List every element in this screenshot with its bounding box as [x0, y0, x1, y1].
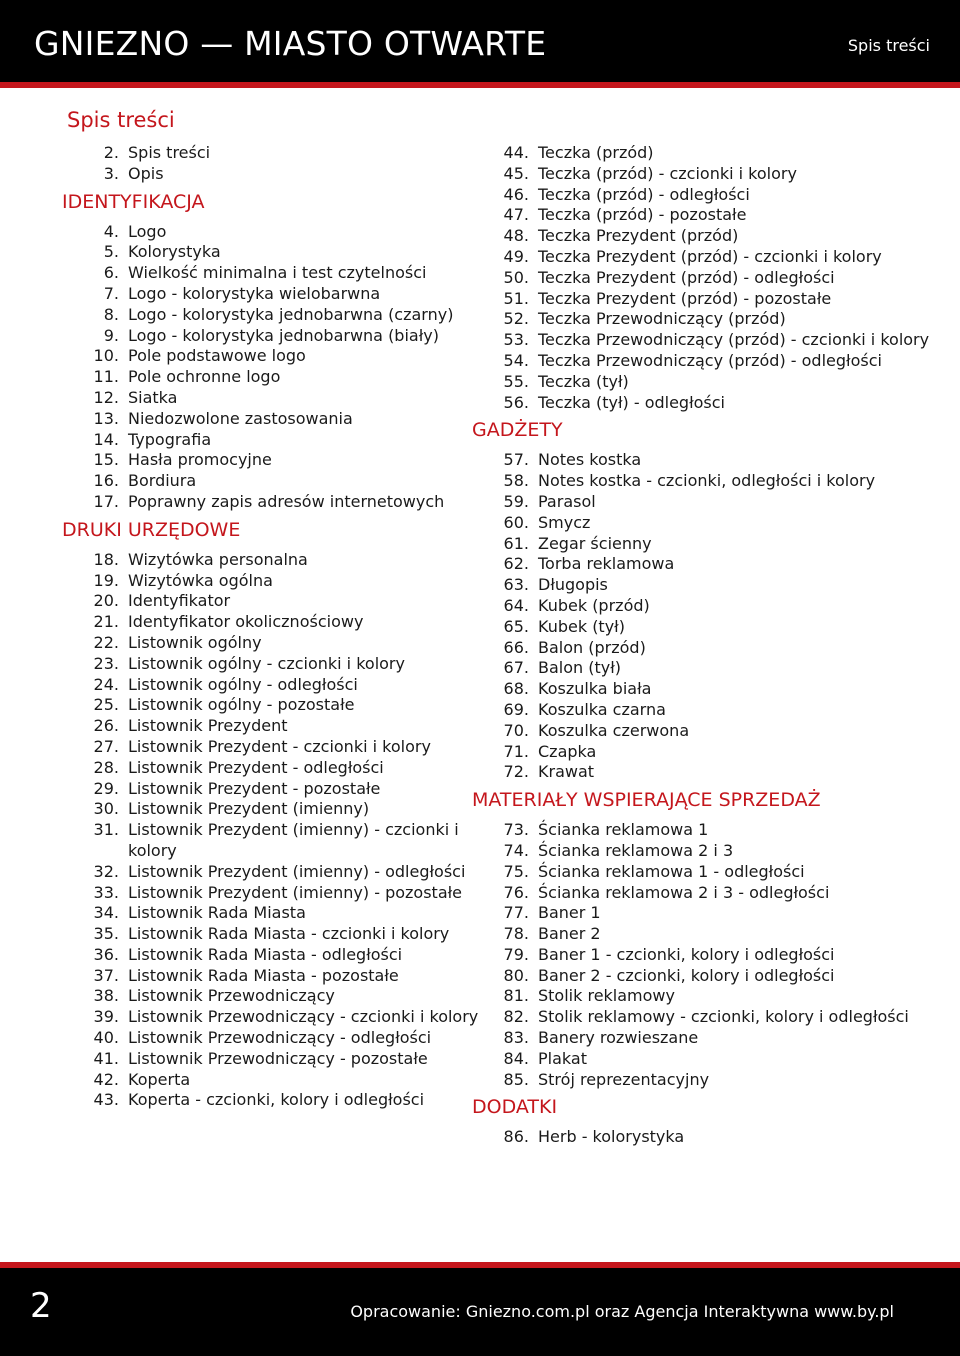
toc-entry [62, 820, 482, 862]
toc-entry-label: Długopis [538, 575, 608, 595]
toc-entry [62, 305, 482, 326]
toc-entry-number: 24. [93, 674, 119, 694]
toc-entry-label: Listownik Rada Miasta - czcionki i kolory [128, 924, 450, 944]
toc-entry-number: 6. [103, 263, 119, 283]
toc-entry [472, 742, 942, 763]
toc-entry-label: Hasła promocyjne [128, 450, 272, 470]
toc-entry-label: Niedozwolone zastosowania [128, 408, 353, 428]
toc-entry-number: 47. [503, 205, 529, 225]
toc-entry [472, 513, 942, 534]
toc-entry-label: Listownik ogólny - pozostałe [128, 695, 355, 715]
toc-entry-label: Kubek (tył) [538, 616, 625, 636]
toc-entry [472, 638, 942, 659]
toc-entry [62, 450, 482, 471]
toc-entry-label: Listownik Prezydent (imienny) - pozostałe [128, 882, 463, 902]
toc-entry-number: 80. [503, 965, 529, 985]
toc-entry-number: 52. [503, 309, 529, 329]
toc-entry-number: 73. [503, 820, 529, 840]
footer-bar [0, 1262, 960, 1356]
toc-entry [62, 654, 482, 675]
toc-entry [472, 966, 942, 987]
toc-entry-label: Koperta - czcionki, kolory i odległości [128, 1090, 425, 1110]
toc-entry-label: Teczka Przewodniczący (przód) [538, 309, 786, 329]
toc-entry-number: 34. [93, 903, 119, 923]
toc-entry [472, 986, 942, 1007]
section-heading: DODATKI [472, 1096, 558, 1119]
toc-entry [472, 554, 942, 575]
toc-entry-number: 84. [503, 1048, 529, 1068]
toc-entry [472, 1007, 942, 1028]
toc-entry [62, 1090, 482, 1111]
toc-entry [62, 779, 482, 800]
toc-entry-number: 18. [93, 549, 119, 569]
toc-entry-label: Parasol [538, 491, 596, 511]
toc-entry-number: 12. [93, 387, 119, 407]
toc-entry-label: Logo - kolorystyka jednobarwna (czarny) [128, 304, 454, 324]
toc-entry [472, 450, 942, 471]
toc-entry [62, 1007, 482, 1028]
toc-entry-number: 60. [503, 512, 529, 532]
toc-entry-label: Baner 2 - czcionki, kolory i odległości [538, 965, 835, 985]
toc-entry-label: Teczka (tył) - odległości [538, 392, 725, 412]
toc-entry-number: 17. [93, 491, 119, 511]
toc-entry-label: Listownik Prezydent - pozostałe [128, 778, 381, 798]
toc-entry-number: 44. [503, 143, 529, 162]
toc-entry-number: 56. [503, 392, 529, 412]
toc-entry-number: 31. [93, 820, 119, 840]
toc-entry [62, 571, 482, 592]
toc-entry-label: Listownik Rada Miasta - pozostałe [128, 965, 399, 985]
toc-entry-number: 76. [503, 882, 529, 902]
toc-entry-label: Teczka Prezydent (przód) - pozostałe [538, 288, 832, 308]
toc-entry-number: 10. [93, 346, 119, 366]
toc-entry [472, 1028, 942, 1049]
toc-entry [472, 247, 942, 268]
toc-entry-number: 72. [503, 762, 529, 782]
toc-entry-number: 85. [503, 1069, 529, 1089]
section-heading: MATERIAŁY WSPIERAJĄCE SPRZEDAŻ [472, 789, 821, 812]
toc-entry-number: 7. [103, 283, 119, 303]
toc-entry-number: 83. [503, 1028, 529, 1048]
toc-left-column [62, 143, 482, 1111]
toc-entry-number: 65. [503, 616, 529, 636]
toc-entry-label: Pole podstawowe logo [128, 346, 306, 366]
toc-entry-label: Wielkość minimalna i test czytelności [128, 263, 427, 283]
toc-entry-label: Listownik Przewodniczący [128, 986, 335, 1006]
toc-entry-label: Torba reklamowa [538, 554, 675, 574]
toc-entry [62, 966, 482, 987]
toc-entry-number: 71. [503, 741, 529, 761]
toc-entry [472, 330, 942, 351]
toc-entry-number: 79. [503, 944, 529, 964]
toc-entry-label: Siatka [128, 387, 178, 407]
toc-entry-label: Teczka Przewodniczący (przód) - czcionki i kolory [538, 330, 930, 350]
toc-entry-number: 58. [503, 471, 529, 491]
toc-entry [62, 799, 482, 820]
toc-entry [472, 289, 942, 310]
toc-entry [472, 924, 942, 945]
toc-entry-label: Teczka (tył) [538, 371, 629, 391]
toc-entry-label: Listownik Prezydent (imienny) - odległości [128, 861, 466, 881]
toc-entry-label: Banery rozwieszane [538, 1028, 699, 1048]
toc-entry-label: Zegar ścienny [538, 533, 652, 553]
toc-entry-label: Koszulka czarna [538, 699, 666, 719]
toc-entry [62, 986, 482, 1007]
toc-entry [62, 388, 482, 409]
toc-entry [472, 534, 942, 555]
toc-entry-number: 43. [93, 1090, 119, 1110]
footer-credit: Opracowanie: Gniezno.com.pl oraz Agencja Interaktywna www.by.pl [350, 1302, 894, 1321]
toc-entry-number: 66. [503, 637, 529, 657]
toc-entry-label: Listownik Przewodniczący - pozostałe [128, 1048, 428, 1068]
toc-entry-label: Listownik Prezydent [128, 716, 288, 736]
toc-entry-label: Balon (przód) [538, 637, 646, 657]
toc-entry-label: Plakat [538, 1048, 587, 1068]
toc-entry-number: 69. [503, 699, 529, 719]
toc-entry-number: 68. [503, 679, 529, 699]
toc-entry-number: 29. [93, 778, 119, 798]
toc-entry-number: 32. [93, 861, 119, 881]
toc-entry-number: 13. [93, 408, 119, 428]
toc-entry-label: Koszulka biała [538, 679, 652, 699]
toc-entry [62, 346, 482, 367]
toc-entry-number: 62. [503, 554, 529, 574]
toc-entry-number: 53. [503, 330, 529, 350]
toc-entry [472, 1070, 942, 1091]
toc-entry-label: Smycz [538, 512, 591, 532]
toc-entry-label: Wizytówka ogólna [128, 570, 273, 590]
toc-entry [472, 883, 942, 904]
toc-entry [62, 1070, 482, 1091]
toc-entry-number: 74. [503, 840, 529, 860]
toc-entry-label: Poprawny zapis adresów internetowych [128, 491, 445, 511]
toc-entry-number: 37. [93, 965, 119, 985]
toc-entry [472, 820, 942, 841]
toc-entry-label: Listownik ogólny [128, 632, 262, 652]
toc-entry [62, 164, 482, 185]
toc-entry-label: Baner 2 [538, 924, 601, 944]
toc-entry-number: 26. [93, 716, 119, 736]
toc-entry [62, 675, 482, 696]
toc-entry [472, 1049, 942, 1070]
toc-entry-number: 19. [93, 570, 119, 590]
toc-entry-number: 81. [503, 986, 529, 1006]
toc-entry-label: Teczka Przewodniczący (przód) - odległości [538, 350, 882, 370]
toc-entry [472, 575, 942, 596]
toc-entry [62, 924, 482, 945]
toc-entry-label: Typografia [128, 429, 212, 449]
toc-entry-label: Ścianka reklamowa 1 - odległości [538, 861, 805, 881]
toc-entry [62, 737, 482, 758]
toc-entry-label: Stolik reklamowy [538, 986, 675, 1006]
toc-entry-label: Teczka Prezydent (przód) [538, 226, 739, 246]
toc-entry-label: Teczka Prezydent (przód) - czcionki i kolory [538, 246, 882, 266]
toc-entry-label: Teczka (przód) - odległości [538, 184, 750, 204]
toc-entry-number: 15. [93, 450, 119, 470]
toc-entry [472, 617, 942, 638]
toc-entry [62, 862, 482, 883]
toc-entry-label: Baner 1 [538, 903, 601, 923]
toc-entry [62, 242, 482, 263]
toc-entry-label: Czapka [538, 741, 597, 761]
toc-entry [62, 550, 482, 571]
toc-entry-number: 54. [503, 350, 529, 370]
toc-entry-label: Opis [128, 163, 164, 183]
toc-entry-label: Identyfikator [128, 591, 231, 611]
section-heading: GADŻETY [472, 419, 563, 442]
toc-entry [62, 430, 482, 451]
toc-entry-number: 8. [103, 304, 119, 324]
toc-entry [472, 862, 942, 883]
toc-entry-label: Teczka (przód) - pozostałe [538, 205, 747, 225]
document-title: GNIEZNO — MIASTO OTWARTE [34, 24, 547, 63]
toc-entry-label: Ścianka reklamowa 2 i 3 - odległości [538, 882, 830, 902]
toc-entry-label: Listownik Przewodniczący - czcionki i kolory [128, 1007, 479, 1027]
toc-entry [472, 226, 942, 247]
toc-entry [62, 326, 482, 347]
toc-entry [62, 471, 482, 492]
toc-entry-number: 14. [93, 429, 119, 449]
toc-entry-number: 50. [503, 267, 529, 287]
toc-entry [62, 1028, 482, 1049]
toc-entry-number: 75. [503, 861, 529, 881]
toc-entry-number: 64. [503, 595, 529, 615]
toc-entry-number: 46. [503, 184, 529, 204]
toc-entry [472, 492, 942, 513]
toc-entry-number: 51. [503, 288, 529, 308]
header-bar [0, 0, 960, 88]
toc-entry [472, 351, 942, 372]
toc-entry-number: 42. [93, 1069, 119, 1089]
page-number: 2 [30, 1286, 52, 1326]
toc-entry [62, 945, 482, 966]
toc-entry [472, 679, 942, 700]
toc-entry-label: Listownik ogólny - czcionki i kolory [128, 653, 405, 673]
section-heading: DRUKI URZĘDOWE [62, 518, 241, 541]
toc-entry [62, 903, 482, 924]
toc-heading: Spis treści [67, 108, 175, 132]
toc-entry [62, 284, 482, 305]
toc-entry-label: Bordiura [128, 471, 197, 491]
toc-entry-label: Stolik reklamowy - czcionki, kolory i odległości [538, 1007, 909, 1027]
toc-entry-label: Spis treści [128, 143, 211, 162]
toc-entry [472, 841, 942, 862]
toc-entry-number: 35. [93, 924, 119, 944]
toc-entry [62, 492, 482, 513]
header-section-label: Spis treści [847, 36, 930, 55]
toc-entry [472, 471, 942, 492]
toc-entry-number: 36. [93, 944, 119, 964]
toc-entry-number: 70. [503, 720, 529, 740]
toc-entry-number: 41. [93, 1048, 119, 1068]
toc-entry-number: 2. [103, 143, 119, 162]
toc-entry [472, 945, 942, 966]
toc-entry [62, 409, 482, 430]
toc-entry [62, 367, 482, 388]
toc-entry [472, 143, 942, 164]
toc-entry-label: Pole ochronne logo [128, 367, 281, 387]
toc-entry [472, 393, 942, 414]
section-heading: IDENTYFIKACJA [62, 190, 205, 213]
toc-entry [472, 268, 942, 289]
toc-entry [62, 758, 482, 779]
toc-entry-label: Herb - kolorystyka [538, 1127, 685, 1147]
toc-entry-label: Baner 1 - czcionki, kolory i odległości [538, 944, 835, 964]
toc-entry-label: Logo [128, 221, 167, 241]
toc-entry-label: Logo - kolorystyka wielobarwna [128, 283, 381, 303]
toc-entry [472, 658, 942, 679]
toc-entry-label: Teczka (przód) [538, 143, 654, 162]
toc-entry-number: 22. [93, 632, 119, 652]
toc-entry-label: Listownik Przewodniczący - odległości [128, 1028, 432, 1048]
toc-entry-number: 39. [93, 1007, 119, 1027]
toc-entry [472, 762, 942, 783]
toc-entry [472, 164, 942, 185]
toc-entry [472, 1127, 942, 1148]
toc-entry-number: 78. [503, 924, 529, 944]
toc-entry-label: Koperta [128, 1069, 191, 1089]
toc-entry [472, 372, 942, 393]
toc-entry-label: Listownik ogólny - odległości [128, 674, 358, 694]
toc-entry-number: 49. [503, 246, 529, 266]
toc-entry [472, 185, 942, 206]
toc-entry-number: 23. [93, 653, 119, 673]
toc-entry-number: 48. [503, 226, 529, 246]
toc-entry [62, 612, 482, 633]
toc-entry [62, 695, 482, 716]
toc-entry-label: Teczka (przód) - czcionki i kolory [538, 163, 797, 183]
toc-entry-number: 21. [93, 612, 119, 632]
toc-entry-number: 9. [103, 325, 119, 345]
toc-entry-number: 11. [93, 367, 119, 387]
toc-entry-label: Teczka Prezydent (przód) - odległości [538, 267, 835, 287]
toc-entry [62, 1049, 482, 1070]
toc-entry-label: Listownik Prezydent - odległości [128, 757, 384, 777]
toc-entry [472, 903, 942, 924]
toc-entry-label: Identyfikator okolicznościowy [128, 612, 364, 632]
toc-entry-label: Wizytówka personalna [128, 549, 308, 569]
toc-entry-label: Listownik Rada Miasta [128, 903, 306, 923]
toc-entry-number: 61. [503, 533, 529, 553]
toc-entry-number: 38. [93, 986, 119, 1006]
toc-right-column [472, 143, 942, 1148]
toc-entry-number: 45. [503, 163, 529, 183]
toc-entry-label: Listownik Prezydent (imienny) [128, 799, 370, 819]
toc-entry-label: Koszulka czerwona [538, 720, 690, 740]
toc-entry-number: 59. [503, 491, 529, 511]
toc-entry-label: Krawat [538, 762, 595, 782]
toc-entry [472, 205, 942, 226]
toc-entry-number: 28. [93, 757, 119, 777]
toc-entry-label: Kubek (przód) [538, 595, 650, 615]
toc-entry-label: Listownik Prezydent - czcionki i kolory [128, 736, 431, 756]
toc-entry-number: 55. [503, 371, 529, 391]
toc-entry-number: 27. [93, 736, 119, 756]
toc-entry-number: 33. [93, 882, 119, 902]
toc-entry-number: 20. [93, 591, 119, 611]
toc-entry [472, 721, 942, 742]
toc-entry-number: 86. [503, 1127, 529, 1147]
toc-entry-label: Listownik Rada Miasta - odległości [128, 944, 403, 964]
toc-entry-number: 57. [503, 450, 529, 470]
toc-entry [62, 633, 482, 654]
toc-entry [62, 222, 482, 243]
toc-entry [62, 263, 482, 284]
toc-entry-label: Balon (tył) [538, 658, 622, 678]
toc-entry-number: 63. [503, 575, 529, 595]
toc-entry [62, 591, 482, 612]
toc-entry-number: 25. [93, 695, 119, 715]
toc-entry [62, 883, 482, 904]
toc-entry-label: Notes kostka [538, 450, 642, 470]
toc-entry-number: 30. [93, 799, 119, 819]
toc-entry-label: Notes kostka - czcionki, odległości i kolory [538, 471, 876, 491]
toc-entry [472, 596, 942, 617]
toc-entry-label: Ścianka reklamowa 1 [538, 820, 709, 840]
toc-entry [472, 309, 942, 330]
toc-entry-number: 5. [103, 242, 119, 262]
toc-entry-label: Kolorystyka [128, 242, 221, 262]
toc-entry-label: Ścianka reklamowa 2 i 3 [538, 840, 734, 860]
toc-entry-number: 4. [103, 221, 119, 241]
toc-entry [62, 143, 482, 164]
toc-entry-number: 3. [103, 163, 119, 183]
toc-entry-number: 82. [503, 1007, 529, 1027]
toc-entry-number: 40. [93, 1028, 119, 1048]
toc-entry [472, 700, 942, 721]
toc-entry-label: Strój reprezentacyjny [538, 1069, 710, 1089]
toc-entry-number: 16. [93, 471, 119, 491]
toc-entry-number: 67. [503, 658, 529, 678]
toc-entry-number: 77. [503, 903, 529, 923]
toc-entry-label: Logo - kolorystyka jednobarwna (biały) [128, 325, 439, 345]
toc-entry-label: Listownik Prezydent (imienny) - czcionki i kolory [128, 820, 459, 860]
toc-entry [62, 716, 482, 737]
